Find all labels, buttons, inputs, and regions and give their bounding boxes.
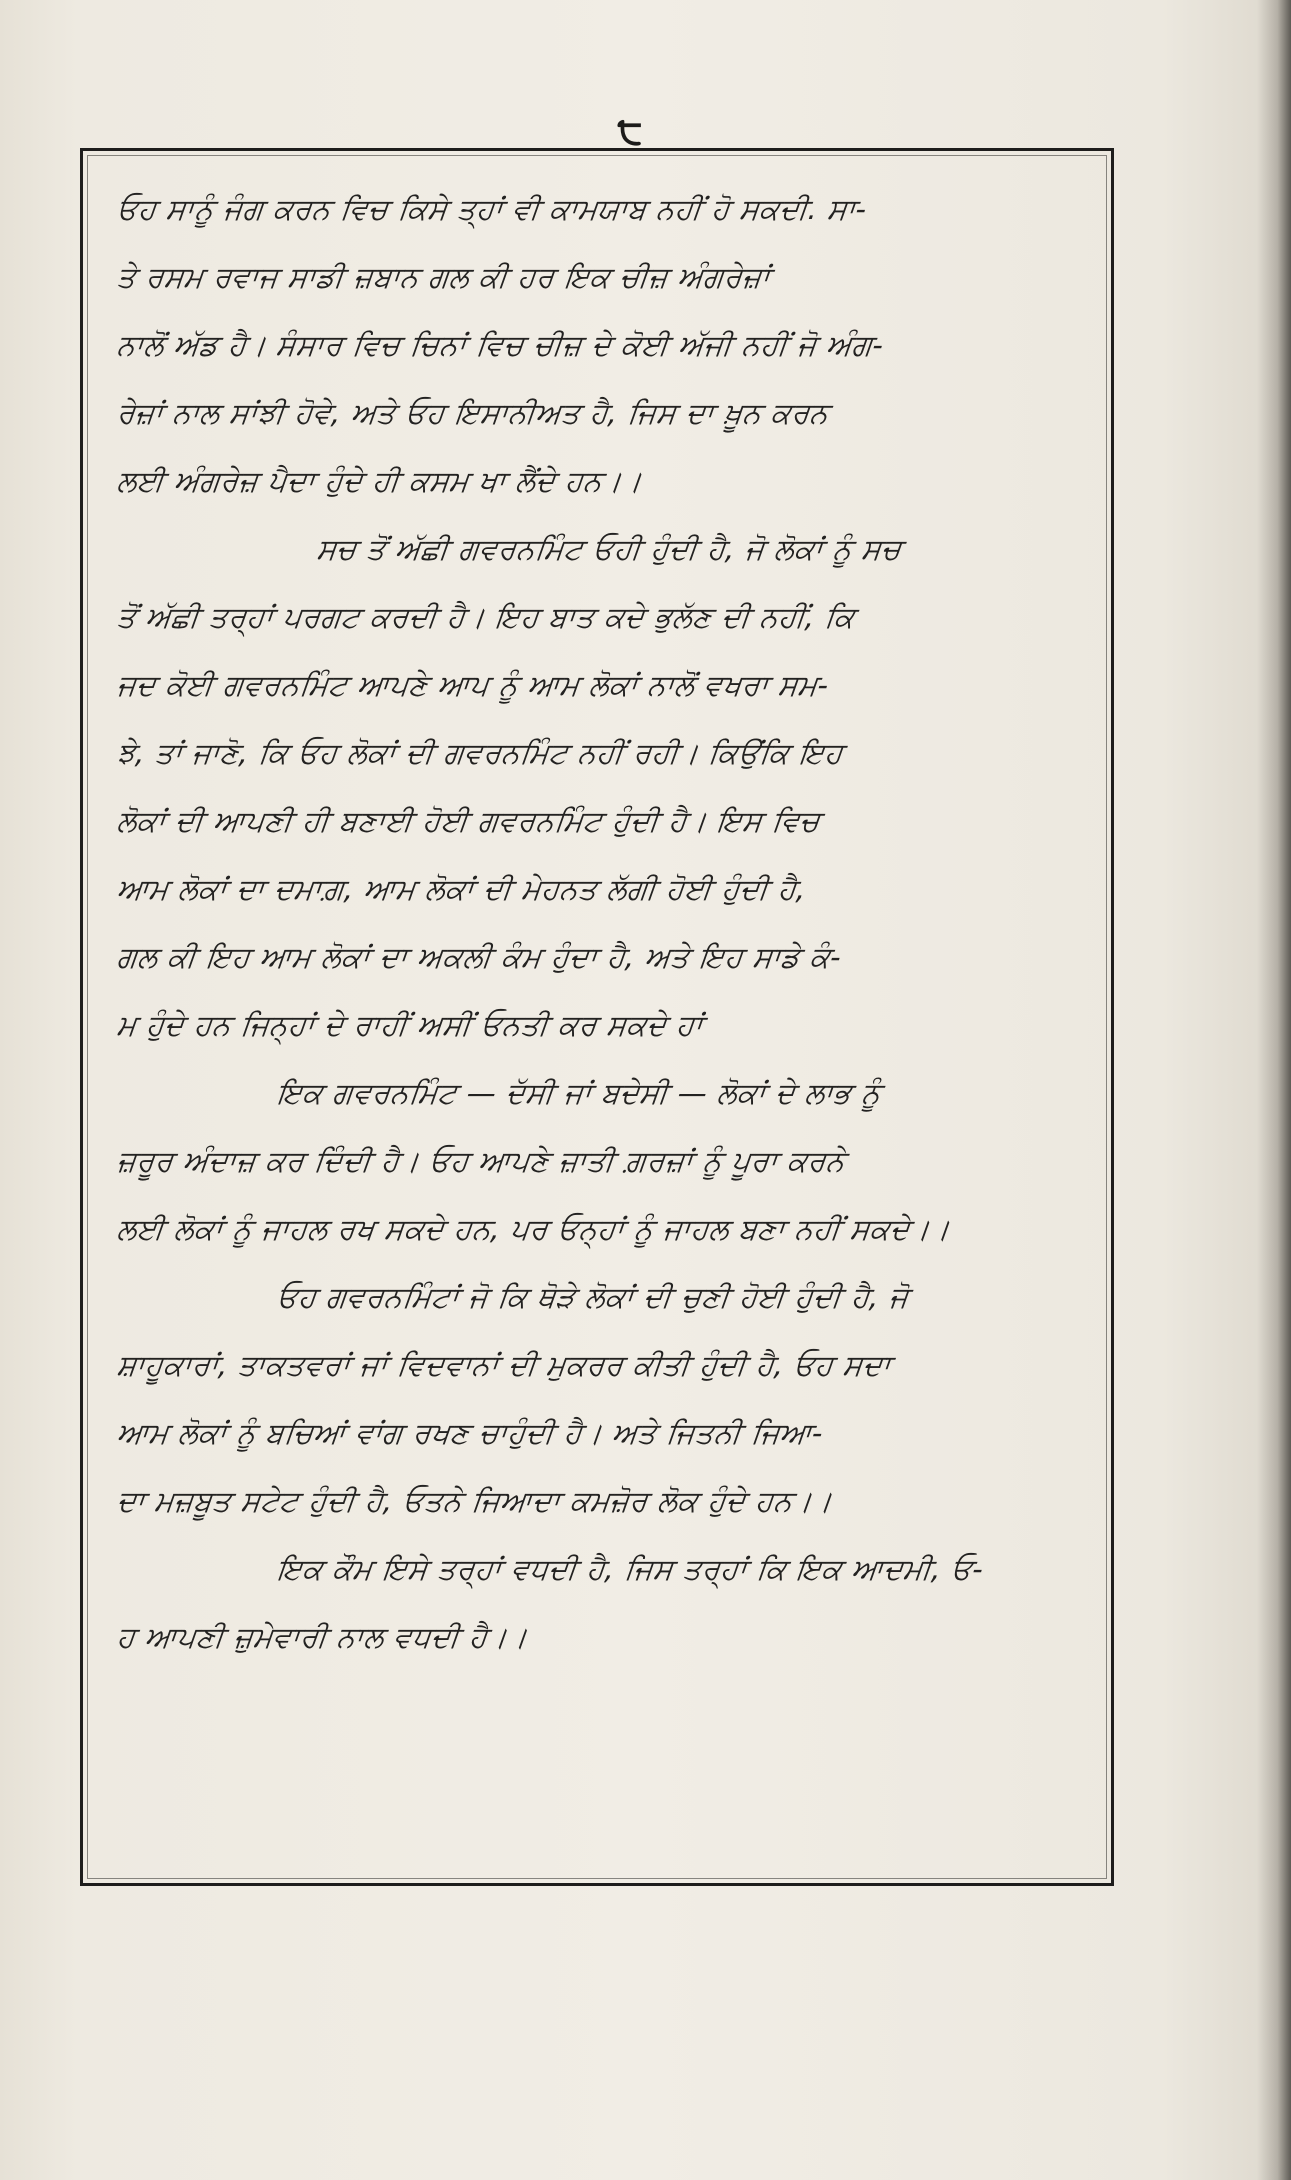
text-line: ਆਮ ਲੋਕਾਂ ਨੂੰ ਬਚਿਆਂ ਵਾਂਗ ਰਖਣ ਚਾਹੁੰਦੀ ਹੈ। ਅਤੇ ਜਿਤਨੀ ਜਿਆ-: [115, 1416, 825, 1450]
text-frame: [80, 148, 1114, 1886]
text-line: ਤੋਂ ਅੱਛੀ ਤਰ੍ਹਾਂ ਪਰਗਟ ਕਰਦੀ ਹੈ। ਇਹ ਬਾਤ ਕਦੇ ਭੁਲੱਣ ਦੀ ਨਹੀਂ, ਕਿ: [115, 600, 857, 634]
text-line: ਗਲ ਕੀ ਇਹ ਆਮ ਲੋਕਾਂ ਦਾ ਅਕਲੀ ਕੰਮ ਹੁੰਦਾ ਹੈ, ਅਤੇ ਇਹ ਸਾਡੇ ਕੰ-: [115, 940, 844, 974]
text-line: ਲਈ ਅੰਗਰੇਜ਼ ਪੈਦਾ ਹੁੰਦੇ ਹੀ ਕਸਮ ਖਾ ਲੈਂਦੇ ਹਨ।।: [115, 464, 644, 498]
text-line: ਲੋਕਾਂ ਦੀ ਆਪਣੀ ਹੀ ਬਣਾਈ ਹੋਈ ਗਵਰਨਮਿੰਟ ਹੁੰਦੀ ਹੈ। ਇਸ ਵਿਚ: [115, 804, 822, 838]
text-line: ਆਮ ਲੋਕਾਂ ਦਾ ਦਮਾਗ਼, ਆਮ ਲੋਕਾਂ ਦੀ ਮੇਹਨਤ ਲੱਗੀ ਹੋਈ ਹੁੰਦੀ ਹੈ,: [115, 872, 809, 906]
text-line: ਨਾਲੋਂ ਅੱਡ ਹੈ। ਸੰਸਾਰ ਵਿਚ ਚਿਨਾਂ ਵਿਚ ਚੀਜ਼ ਦੇ ਕੋਈ ਅੱਜੀ ਨਹੀਂ ਜੋ ਅੰਗ-: [115, 328, 886, 362]
body-text: [117, 175, 1087, 1671]
paragraph-start-line: ਓਹ ਗਵਰਨਮਿੰਟਾਂ ਜੋ ਕਿ ਥੋੜੇ ਲੋਕਾਂ ਦੀ ਚੁਣੀ ਹੋਈ ਹੁੰਦੀ ਹੈ, ਜੋ: [275, 1280, 911, 1314]
page-number: ੮: [617, 108, 643, 152]
text-line: ਤੇ ਰਸਮ ਰਵਾਜ ਸਾਡੀ ਜ਼ਬਾਨ ਗਲ ਕੀ ਹਰ ਇਕ ਚੀਜ਼ ਅੰਗਰੇਜ਼ਾਂ: [115, 260, 772, 294]
text-line: ਝੇ, ਤਾਂ ਜਾਣੋ, ਕਿ ਓਹ ਲੋਕਾਂ ਦੀ ਗਵਰਨਮਿੰਟ ਨਹੀਂ ਰਹੀ। ਕਿਉਂਕਿ ਇਹ: [115, 736, 845, 770]
text-line: ਦਾ ਮਜ਼ਬੂਤ ਸਟੇਟ ਹੁੰਦੀ ਹੈ, ਓਤਨੇ ਜਿਆਦਾ ਕਮਜ਼ੋਰ ਲੋਕ ਹੁੰਦੇ ਹਨ।।: [115, 1484, 835, 1518]
paragraph-start-line: ਸਚ ਤੋਂ ਅੱਛੀ ਗਵਰਨਮਿੰਟ ਓਹੀ ਹੁੰਦੀ ਹੈ, ਜੋ ਲੋਕਾਂ ਨੂੰ ਸਚ: [315, 532, 904, 566]
text-line: ਜਦ ਕੋਈ ਗਵਰਨਮਿੰਟ ਆਪਣੇ ਆਪ ਨੂੰ ਆਮ ਲੋਕਾਂ ਨਾਲੋਂ ਵਖਰਾ ਸਮ-: [115, 668, 831, 702]
text-line: ਸ਼ਾਹੂਕਾਰਾਂ, ਤਾਕਤਵਰਾਂ ਜਾਂ ਵਿਦਵਾਨਾਂ ਦੀ ਮੁਕਰਰ ਕੀਤੀ ਹੁੰਦੀ ਹੈ, ਓਹ ਸਦਾ: [115, 1348, 893, 1382]
text-line: ਰੇਜ਼ਾਂ ਨਾਲ ਸਾਂਝੀ ਹੋਵੇ, ਅਤੇ ਓਹ ਇਸਾਨੀਅਤ ਹੈ, ਜਿਸ ਦਾ ਖ਼ੂਨ ਕਰਨ: [115, 396, 831, 430]
text-line: ਲਈ ਲੋਕਾਂ ਨੂੰ ਜਾਹਲ ਰਖ ਸਕਦੇ ਹਨ, ਪਰ ਓਨ੍ਹਾਂ ਨੂੰ ਜਾਹਲ ਬਣਾ ਨਹੀਂ ਸਕਦੇ।।: [115, 1212, 952, 1246]
text-line: ਮ ਹੁੰਦੇ ਹਨ ਜਿਨ੍ਹਾਂ ਦੇ ਰਾਹੀਂ ਅਸੀਂ ਓਨਤੀ ਕਰ ਸਕਦੇ ਹਾਂ: [115, 1008, 705, 1042]
paragraph-start-line: ਇਕ ਕੌਮ ਇਸੇ ਤਰ੍ਹਾਂ ਵਧਦੀ ਹੈ, ਜਿਸ ਤਰ੍ਹਾਂ ਕਿ ਇਕ ਆਦਮੀ, ਓ-: [275, 1552, 986, 1586]
text-line: ਜ਼ਰੂਰ ਅੰਦਾਜ਼ ਕਰ ਦਿੰਦੀ ਹੈ। ਓਹ ਆਪਣੇ ਜ਼ਾਤੀ ਗ਼ਰਜ਼ਾਂ ਨੂੰ ਪੂਰਾ ਕਰਨੇ: [115, 1144, 847, 1178]
paragraph-start-line: ਇਕ ਗਵਰਨਮਿੰਟ — ਦੱਸੀ ਜਾਂ ਬਦੇਸੀ — ਲੋਕਾਂ ਦੇ ਲਾਭ ਨੂੰ: [275, 1076, 883, 1110]
text-line: ਹ ਆਪਣੀ ਜ਼ੁਮੇਵਾਰੀ ਨਾਲ ਵਧਦੀ ਹੈ।।: [115, 1620, 530, 1654]
text-line: ਓਹ ਸਾਨੂੰ ਜੰਗ ਕਰਨ ਵਿਚ ਕਿਸੇ ਤ੍ਹਾਂ ਵੀ ਕਾਮਯਾਬ ਨਹੀਂ ਹੋ ਸਕਦੀ. ਸਾ-: [115, 192, 869, 226]
page-edge-shadow: [1257, 0, 1291, 2180]
